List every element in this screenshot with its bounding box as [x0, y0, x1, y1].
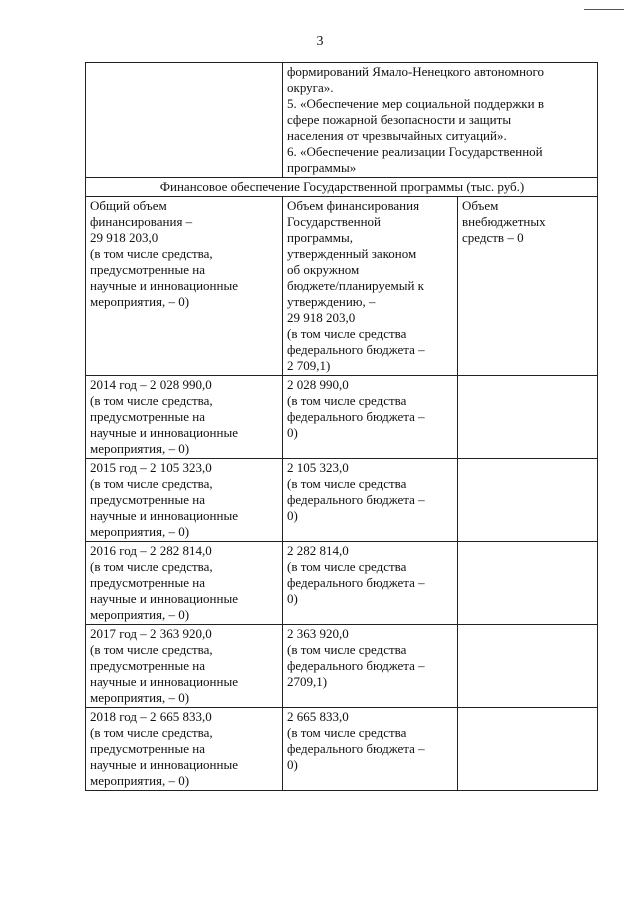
finance-total-row	[86, 197, 598, 376]
year-extrabudgetary-cell	[458, 708, 598, 791]
year-budget-cell: 2 028 990,0 (в том числе средства федерального бюджета – 0)	[283, 376, 458, 459]
continued-row	[86, 63, 598, 178]
subprograms-continued-text: формирований Ямало-Ненецкого автономного округа». 5. «Обеспечение мер социальной поддержки в сфере пожарной безопасности и защиты населения от чрезвычайных ситуаций». 6. «Обеспечение реализации Государственной программы»	[283, 63, 598, 178]
year-total-cell: 2018 год – 2 665 833,0 (в том числе средства, предусмотренные на научные и инновационные мероприятия, – 0)	[86, 708, 283, 791]
year-extrabudgetary-cell	[458, 542, 598, 625]
year-budget-cell: 2 665 833,0 (в том числе средства федерального бюджета – 0)	[283, 708, 458, 791]
year-budget-cell: 2 363 920,0 (в том числе средства федерального бюджета – 2709,1)	[283, 625, 458, 708]
continued-row-empty-cell	[86, 63, 283, 178]
year-total-cell: 2016 год – 2 282 814,0 (в том числе средства, предусмотренные на научные и инновационные мероприятия, – 0)	[86, 542, 283, 625]
year-row-2016	[86, 542, 598, 625]
year-extrabudgetary-cell	[458, 459, 598, 542]
year-row-2017	[86, 625, 598, 708]
page-number: 3	[316, 34, 324, 49]
top-edge-line	[584, 9, 624, 10]
budget-volume-cell: Объем финансирования Государственной программы, утвержденный законом об окружном бюджете/планируемый к утверждению, – 29 918 203,0 (в том числе средства федерального бюджета – 2 709,1)	[283, 197, 458, 376]
year-total-cell: 2014 год – 2 028 990,0 (в том числе средства, предусмотренные на научные и инновационные мероприятия, – 0)	[86, 376, 283, 459]
year-total-cell: 2015 год – 2 105 323,0 (в том числе средства, предусмотренные на научные и инновационные мероприятия, – 0)	[86, 459, 283, 542]
year-total-cell: 2017 год – 2 363 920,0 (в том числе средства, предусмотренные на научные и инновационные мероприятия, – 0)	[86, 625, 283, 708]
finance-header-row	[86, 178, 598, 197]
year-extrabudgetary-cell	[458, 376, 598, 459]
total-volume-cell: Общий объем финансирования – 29 918 203,0 (в том числе средства, предусмотренные на научные и инновационные мероприятия, – 0)	[86, 197, 283, 376]
year-row-2018	[86, 708, 598, 791]
finance-header: Финансовое обеспечение Государственной программы (тыс. руб.)	[86, 178, 598, 197]
year-budget-cell: 2 105 323,0 (в том числе средства федерального бюджета – 0)	[283, 459, 458, 542]
program-passport-table	[85, 62, 598, 791]
year-row-2014	[86, 376, 598, 459]
year-row-2015	[86, 459, 598, 542]
year-budget-cell: 2 282 814,0 (в том числе средства федерального бюджета – 0)	[283, 542, 458, 625]
extrabudgetary-volume-cell: Объем внебюджетных средств – 0	[458, 197, 598, 376]
year-extrabudgetary-cell	[458, 625, 598, 708]
